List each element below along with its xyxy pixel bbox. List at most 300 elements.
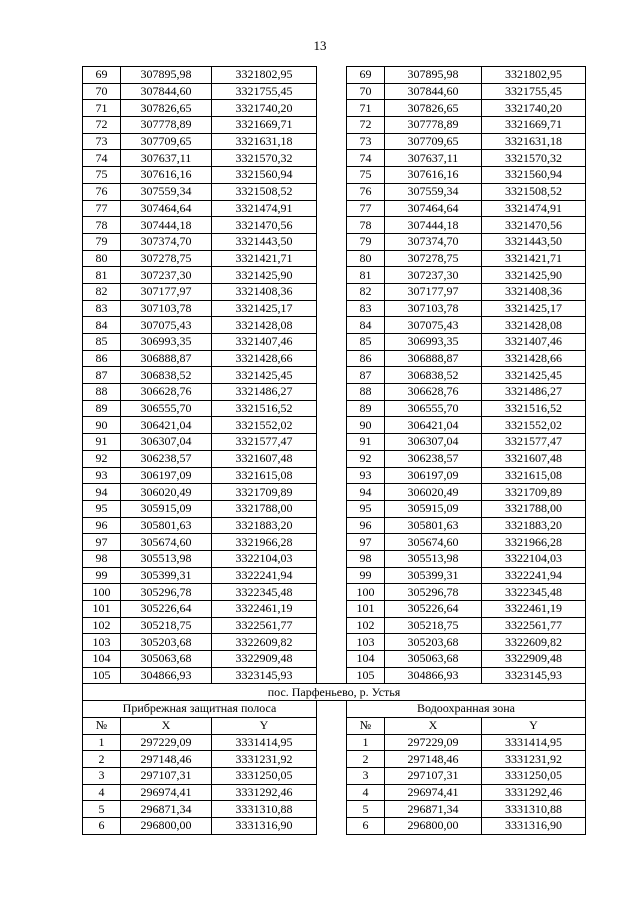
y-coordinate: 3321966,28 bbox=[482, 534, 586, 551]
y-coordinate: 3321421,71 bbox=[212, 250, 317, 267]
column-gap bbox=[317, 367, 347, 384]
page-number: 13 bbox=[313, 38, 327, 53]
column-gap bbox=[317, 117, 347, 134]
point-number: 95 bbox=[347, 500, 385, 517]
point-number: 92 bbox=[83, 450, 121, 467]
y-coordinate: 3321560,94 bbox=[482, 167, 586, 184]
number-header: № bbox=[347, 717, 385, 734]
column-gap bbox=[317, 784, 347, 801]
y-coordinate: 3321615,08 bbox=[482, 467, 586, 484]
point-number: 93 bbox=[83, 467, 121, 484]
point-number: 80 bbox=[83, 250, 121, 267]
x-coordinate: 307374,70 bbox=[385, 233, 482, 250]
x-coordinate: 296974,41 bbox=[385, 784, 482, 801]
column-gap bbox=[317, 751, 347, 768]
table-row bbox=[83, 83, 586, 100]
y-coordinate: 3322461,19 bbox=[212, 601, 317, 618]
y-coordinate: 3331310,88 bbox=[482, 801, 586, 818]
point-number: 99 bbox=[83, 567, 121, 584]
table-row bbox=[83, 250, 586, 267]
x-coordinate: 306020,49 bbox=[385, 484, 482, 501]
point-number: 89 bbox=[83, 400, 121, 417]
column-gap bbox=[317, 651, 347, 668]
table-row bbox=[83, 384, 586, 401]
table-row bbox=[83, 100, 586, 117]
point-number: 89 bbox=[347, 400, 385, 417]
x-coordinate: 307075,43 bbox=[385, 317, 482, 334]
table-row bbox=[83, 550, 586, 567]
y-coordinate: 3331292,46 bbox=[212, 784, 317, 801]
x-coordinate: 306421,04 bbox=[385, 417, 482, 434]
point-number: 70 bbox=[347, 83, 385, 100]
table-row bbox=[83, 484, 586, 501]
y-coordinate: 3321552,02 bbox=[212, 417, 317, 434]
y-coordinate: 3322609,82 bbox=[212, 634, 317, 651]
y-coordinate: 3331414,95 bbox=[212, 734, 317, 751]
x-coordinate: 306888,87 bbox=[121, 350, 212, 367]
x-coordinate: 296800,00 bbox=[385, 817, 482, 834]
y-coordinate: 3321615,08 bbox=[212, 467, 317, 484]
point-number: 70 bbox=[83, 83, 121, 100]
point-number: 84 bbox=[83, 317, 121, 334]
column-gap bbox=[317, 217, 347, 234]
table-row bbox=[83, 734, 586, 751]
table-row bbox=[83, 517, 586, 534]
point-number: 2 bbox=[83, 751, 121, 768]
x-coordinate: 307844,60 bbox=[121, 83, 212, 100]
y-coordinate: 3321470,56 bbox=[212, 217, 317, 234]
y-coordinate: 3321421,71 bbox=[482, 250, 586, 267]
y-coordinate: 3331231,92 bbox=[482, 751, 586, 768]
table-row bbox=[83, 534, 586, 551]
x-coordinate: 306888,87 bbox=[385, 350, 482, 367]
column-gap bbox=[317, 767, 347, 784]
x-coordinate: 307444,18 bbox=[121, 217, 212, 234]
column-gap bbox=[317, 617, 347, 634]
y-coordinate: 3331414,95 bbox=[482, 734, 586, 751]
x-coordinate: 307616,16 bbox=[385, 167, 482, 184]
x-coordinate: 306307,04 bbox=[385, 434, 482, 451]
x-coordinate: 307177,97 bbox=[385, 283, 482, 300]
y-coordinate: 3321966,28 bbox=[212, 534, 317, 551]
x-coordinate: 307464,64 bbox=[121, 200, 212, 217]
point-number: 88 bbox=[347, 384, 385, 401]
column-gap bbox=[317, 734, 347, 751]
column-gap bbox=[317, 801, 347, 818]
x-coordinate: 305801,63 bbox=[121, 517, 212, 534]
y-coordinate: 3321443,50 bbox=[482, 233, 586, 250]
y-coordinate: 3321508,52 bbox=[482, 183, 586, 200]
point-number: 86 bbox=[347, 350, 385, 367]
x-coordinate: 307177,97 bbox=[121, 283, 212, 300]
y-coordinate: 3321631,18 bbox=[212, 133, 317, 150]
x-coordinate: 307237,30 bbox=[121, 267, 212, 284]
y-coordinate: 3321788,00 bbox=[212, 500, 317, 517]
point-number: 91 bbox=[347, 434, 385, 451]
point-number: 97 bbox=[347, 534, 385, 551]
y-coordinate: 3322104,03 bbox=[212, 550, 317, 567]
settlement-row bbox=[83, 684, 586, 701]
x-coordinate: 306555,70 bbox=[121, 400, 212, 417]
x-coordinate: 304866,93 bbox=[121, 667, 212, 684]
x-coordinate: 307895,98 bbox=[121, 67, 212, 84]
column-gap bbox=[317, 384, 347, 401]
x-coordinate: 306838,52 bbox=[121, 367, 212, 384]
y-coordinate: 3321883,20 bbox=[482, 517, 586, 534]
y-coordinate: 3322561,77 bbox=[212, 617, 317, 634]
point-number: 71 bbox=[83, 100, 121, 117]
y-coordinate: 3322241,94 bbox=[212, 567, 317, 584]
y-coordinate: 3321577,47 bbox=[212, 434, 317, 451]
table-row bbox=[83, 584, 586, 601]
x-coordinate: 297148,46 bbox=[385, 751, 482, 768]
x-coordinate: 305063,68 bbox=[121, 651, 212, 668]
y-coordinate: 3321425,90 bbox=[482, 267, 586, 284]
point-number: 85 bbox=[347, 334, 385, 351]
x-coordinate: 306838,52 bbox=[385, 367, 482, 384]
point-number: 69 bbox=[347, 67, 385, 84]
column-header-row bbox=[83, 717, 586, 734]
table-row bbox=[83, 334, 586, 351]
column-gap bbox=[317, 183, 347, 200]
point-number: 79 bbox=[83, 233, 121, 250]
column-gap bbox=[317, 150, 347, 167]
table-row bbox=[83, 150, 586, 167]
x-coordinate: 296871,34 bbox=[121, 801, 212, 818]
point-number: 102 bbox=[347, 617, 385, 634]
y-coordinate: 3321883,20 bbox=[212, 517, 317, 534]
table-row bbox=[83, 367, 586, 384]
table-row bbox=[83, 317, 586, 334]
y-coordinate: 3321669,71 bbox=[212, 117, 317, 134]
point-number: 87 bbox=[83, 367, 121, 384]
x-coordinate: 297107,31 bbox=[385, 767, 482, 784]
x-coordinate: 307709,65 bbox=[121, 133, 212, 150]
point-number: 97 bbox=[83, 534, 121, 551]
table-row bbox=[83, 233, 586, 250]
x-coordinate: 306238,57 bbox=[385, 450, 482, 467]
point-number: 4 bbox=[83, 784, 121, 801]
point-number: 96 bbox=[347, 517, 385, 534]
x-coordinate: 306628,76 bbox=[121, 384, 212, 401]
x-coordinate: 305218,75 bbox=[121, 617, 212, 634]
y-coordinate: 3322345,48 bbox=[212, 584, 317, 601]
x-coordinate: 307637,11 bbox=[385, 150, 482, 167]
column-gap bbox=[317, 400, 347, 417]
point-number: 1 bbox=[347, 734, 385, 751]
column-gap bbox=[317, 817, 347, 834]
point-number: 105 bbox=[83, 667, 121, 684]
y-coordinate: 3321428,66 bbox=[212, 350, 317, 367]
point-number: 98 bbox=[83, 550, 121, 567]
x-coordinate: 306020,49 bbox=[121, 484, 212, 501]
y-coordinate: 3321570,32 bbox=[482, 150, 586, 167]
x-coordinate: 307374,70 bbox=[121, 233, 212, 250]
x-coordinate: 306421,04 bbox=[121, 417, 212, 434]
y-coordinate: 3331250,05 bbox=[212, 767, 317, 784]
table-row bbox=[83, 567, 586, 584]
point-number: 81 bbox=[347, 267, 385, 284]
column-gap bbox=[317, 584, 347, 601]
y-coordinate: 3321408,36 bbox=[212, 283, 317, 300]
point-number: 76 bbox=[347, 183, 385, 200]
point-number: 80 bbox=[347, 250, 385, 267]
point-number: 78 bbox=[347, 217, 385, 234]
x-coordinate: 307778,89 bbox=[121, 117, 212, 134]
x-coordinate: 297107,31 bbox=[121, 767, 212, 784]
table-row bbox=[83, 417, 586, 434]
point-number: 5 bbox=[347, 801, 385, 818]
x-coordinate: 307709,65 bbox=[385, 133, 482, 150]
y-coordinate: 3321560,94 bbox=[212, 167, 317, 184]
x-coordinate: 306993,35 bbox=[121, 334, 212, 351]
column-gap bbox=[317, 434, 347, 451]
x-coordinate: 306238,57 bbox=[121, 450, 212, 467]
y-coordinate: 3331316,90 bbox=[482, 817, 586, 834]
point-number: 71 bbox=[347, 100, 385, 117]
x-coordinate: 307826,65 bbox=[121, 100, 212, 117]
y-coordinate: 3321709,89 bbox=[482, 484, 586, 501]
x-coordinate: 305399,31 bbox=[121, 567, 212, 584]
point-number: 6 bbox=[83, 817, 121, 834]
point-number: 104 bbox=[83, 651, 121, 668]
x-coordinate: 307278,75 bbox=[385, 250, 482, 267]
y-coordinate: 3322104,03 bbox=[482, 550, 586, 567]
x-coordinate: 296974,41 bbox=[121, 784, 212, 801]
column-gap bbox=[317, 517, 347, 534]
point-number: 75 bbox=[347, 167, 385, 184]
y-coordinate: 3321516,52 bbox=[482, 400, 586, 417]
x-coordinate: 306307,04 bbox=[121, 434, 212, 451]
x-coordinate: 305399,31 bbox=[385, 567, 482, 584]
point-number: 79 bbox=[347, 233, 385, 250]
x-coordinate: 297229,09 bbox=[385, 734, 482, 751]
table-row bbox=[83, 801, 586, 818]
column-gap bbox=[317, 484, 347, 501]
point-number: 72 bbox=[347, 117, 385, 134]
y-coordinate: 3322609,82 bbox=[482, 634, 586, 651]
y-coordinate: 3321486,27 bbox=[482, 384, 586, 401]
point-number: 98 bbox=[347, 550, 385, 567]
point-number: 77 bbox=[83, 200, 121, 217]
column-gap bbox=[317, 67, 347, 84]
x-coordinate: 306197,09 bbox=[385, 467, 482, 484]
x-coordinate: 306993,35 bbox=[385, 334, 482, 351]
coordinates-table bbox=[82, 66, 586, 835]
column-gap bbox=[317, 634, 347, 651]
x-coordinate: 306197,09 bbox=[121, 467, 212, 484]
x-coordinate: 307075,43 bbox=[121, 317, 212, 334]
table-row bbox=[83, 817, 586, 834]
column-gap bbox=[317, 350, 347, 367]
point-number: 73 bbox=[83, 133, 121, 150]
y-coordinate: 3321428,66 bbox=[482, 350, 586, 367]
point-number: 103 bbox=[347, 634, 385, 651]
y-coordinate: 3321788,00 bbox=[482, 500, 586, 517]
point-number: 82 bbox=[83, 283, 121, 300]
point-number: 100 bbox=[347, 584, 385, 601]
column-gap bbox=[317, 300, 347, 317]
y-coordinate: 3321508,52 bbox=[212, 183, 317, 200]
column-gap bbox=[317, 133, 347, 150]
x-coordinate: 306555,70 bbox=[385, 400, 482, 417]
point-number: 5 bbox=[83, 801, 121, 818]
y-coordinate: 3321425,45 bbox=[212, 367, 317, 384]
y-coordinate: 3321408,36 bbox=[482, 283, 586, 300]
point-number: 83 bbox=[83, 300, 121, 317]
point-number: 100 bbox=[83, 584, 121, 601]
point-number: 93 bbox=[347, 467, 385, 484]
point-number: 3 bbox=[347, 767, 385, 784]
x-coordinate: 307278,75 bbox=[121, 250, 212, 267]
point-number: 81 bbox=[83, 267, 121, 284]
y-coordinate: 3322345,48 bbox=[482, 584, 586, 601]
settlement-title: пос. Парфеньево, р. Устья bbox=[83, 684, 586, 701]
x-coordinate: 305226,64 bbox=[385, 601, 482, 618]
point-number: 2 bbox=[347, 751, 385, 768]
column-gap bbox=[317, 200, 347, 217]
y-coordinate: 3321607,48 bbox=[482, 450, 586, 467]
point-number: 84 bbox=[347, 317, 385, 334]
point-number: 86 bbox=[83, 350, 121, 367]
y-header: Y bbox=[482, 717, 586, 734]
y-coordinate: 3322909,48 bbox=[482, 651, 586, 668]
point-number: 73 bbox=[347, 133, 385, 150]
x-coordinate: 305674,60 bbox=[121, 534, 212, 551]
point-number: 85 bbox=[83, 334, 121, 351]
x-coordinate: 307444,18 bbox=[385, 217, 482, 234]
point-number: 3 bbox=[83, 767, 121, 784]
point-number: 105 bbox=[347, 667, 385, 684]
y-coordinate: 3322909,48 bbox=[212, 651, 317, 668]
x-coordinate: 296800,00 bbox=[121, 817, 212, 834]
x-coordinate: 306628,76 bbox=[385, 384, 482, 401]
point-number: 95 bbox=[83, 500, 121, 517]
x-header: X bbox=[121, 717, 212, 734]
point-number: 92 bbox=[347, 450, 385, 467]
y-coordinate: 3321669,71 bbox=[482, 117, 586, 134]
y-coordinate: 3322461,19 bbox=[482, 601, 586, 618]
table-row bbox=[83, 651, 586, 668]
table-row bbox=[83, 200, 586, 217]
column-gap bbox=[317, 167, 347, 184]
y-coordinate: 3321470,56 bbox=[482, 217, 586, 234]
column-gap bbox=[317, 83, 347, 100]
table-row bbox=[83, 634, 586, 651]
table-row bbox=[83, 267, 586, 284]
x-coordinate: 305218,75 bbox=[385, 617, 482, 634]
x-coordinate: 307844,60 bbox=[385, 83, 482, 100]
y-coordinate: 3321631,18 bbox=[482, 133, 586, 150]
y-coordinate: 3321802,95 bbox=[482, 67, 586, 84]
table-row bbox=[83, 67, 586, 84]
x-coordinate: 307637,11 bbox=[121, 150, 212, 167]
water-protection-zone-title: Водоохранная зона bbox=[347, 701, 586, 718]
column-gap bbox=[317, 100, 347, 117]
column-gap bbox=[317, 500, 347, 517]
x-coordinate: 305063,68 bbox=[385, 651, 482, 668]
zone-title-row bbox=[83, 701, 586, 718]
x-coordinate: 307237,30 bbox=[385, 267, 482, 284]
point-number: 99 bbox=[347, 567, 385, 584]
point-number: 82 bbox=[347, 283, 385, 300]
x-coordinate: 307895,98 bbox=[385, 67, 482, 84]
x-coordinate: 307103,78 bbox=[121, 300, 212, 317]
y-coordinate: 3321740,20 bbox=[482, 100, 586, 117]
table-row bbox=[83, 601, 586, 618]
table-row bbox=[83, 500, 586, 517]
x-coordinate: 305915,09 bbox=[385, 500, 482, 517]
column-gap bbox=[317, 417, 347, 434]
x-coordinate: 307103,78 bbox=[385, 300, 482, 317]
x-coordinate: 307616,16 bbox=[121, 167, 212, 184]
point-number: 75 bbox=[83, 167, 121, 184]
y-coordinate: 3321740,20 bbox=[212, 100, 317, 117]
table-row bbox=[83, 617, 586, 634]
column-gap bbox=[317, 601, 347, 618]
x-coordinate: 305226,64 bbox=[121, 601, 212, 618]
y-coordinate: 3331292,46 bbox=[482, 784, 586, 801]
x-coordinate: 307826,65 bbox=[385, 100, 482, 117]
x-coordinate: 307778,89 bbox=[385, 117, 482, 134]
table-row bbox=[83, 767, 586, 784]
point-number: 72 bbox=[83, 117, 121, 134]
column-gap bbox=[317, 450, 347, 467]
column-gap bbox=[317, 267, 347, 284]
table-row bbox=[83, 467, 586, 484]
y-coordinate: 3321755,45 bbox=[482, 83, 586, 100]
table-row bbox=[83, 434, 586, 451]
y-coordinate: 3321802,95 bbox=[212, 67, 317, 84]
y-coordinate: 3321443,50 bbox=[212, 233, 317, 250]
column-gap bbox=[317, 233, 347, 250]
y-header: Y bbox=[212, 717, 317, 734]
point-number: 91 bbox=[83, 434, 121, 451]
table-row bbox=[83, 283, 586, 300]
y-coordinate: 3321577,47 bbox=[482, 434, 586, 451]
y-coordinate: 3321428,08 bbox=[482, 317, 586, 334]
point-number: 101 bbox=[347, 601, 385, 618]
x-coordinate: 305674,60 bbox=[385, 534, 482, 551]
y-coordinate: 3331310,88 bbox=[212, 801, 317, 818]
point-number: 77 bbox=[347, 200, 385, 217]
table-row bbox=[83, 217, 586, 234]
point-number: 96 bbox=[83, 517, 121, 534]
y-coordinate: 3322241,94 bbox=[482, 567, 586, 584]
x-coordinate: 296871,34 bbox=[385, 801, 482, 818]
y-coordinate: 3321552,02 bbox=[482, 417, 586, 434]
table-row bbox=[83, 667, 586, 684]
y-coordinate: 3321474,91 bbox=[482, 200, 586, 217]
y-coordinate: 3321755,45 bbox=[212, 83, 317, 100]
table-row bbox=[83, 133, 586, 150]
table-row bbox=[83, 400, 586, 417]
column-gap bbox=[317, 334, 347, 351]
point-number: 74 bbox=[347, 150, 385, 167]
table-row bbox=[83, 183, 586, 200]
column-gap bbox=[317, 550, 347, 567]
column-gap bbox=[317, 250, 347, 267]
column-gap bbox=[317, 667, 347, 684]
x-coordinate: 297229,09 bbox=[121, 734, 212, 751]
point-number: 101 bbox=[83, 601, 121, 618]
y-coordinate: 3323145,93 bbox=[482, 667, 586, 684]
point-number: 102 bbox=[83, 617, 121, 634]
x-coordinate: 305801,63 bbox=[385, 517, 482, 534]
y-coordinate: 3321407,46 bbox=[212, 334, 317, 351]
point-number: 90 bbox=[83, 417, 121, 434]
point-number: 90 bbox=[347, 417, 385, 434]
